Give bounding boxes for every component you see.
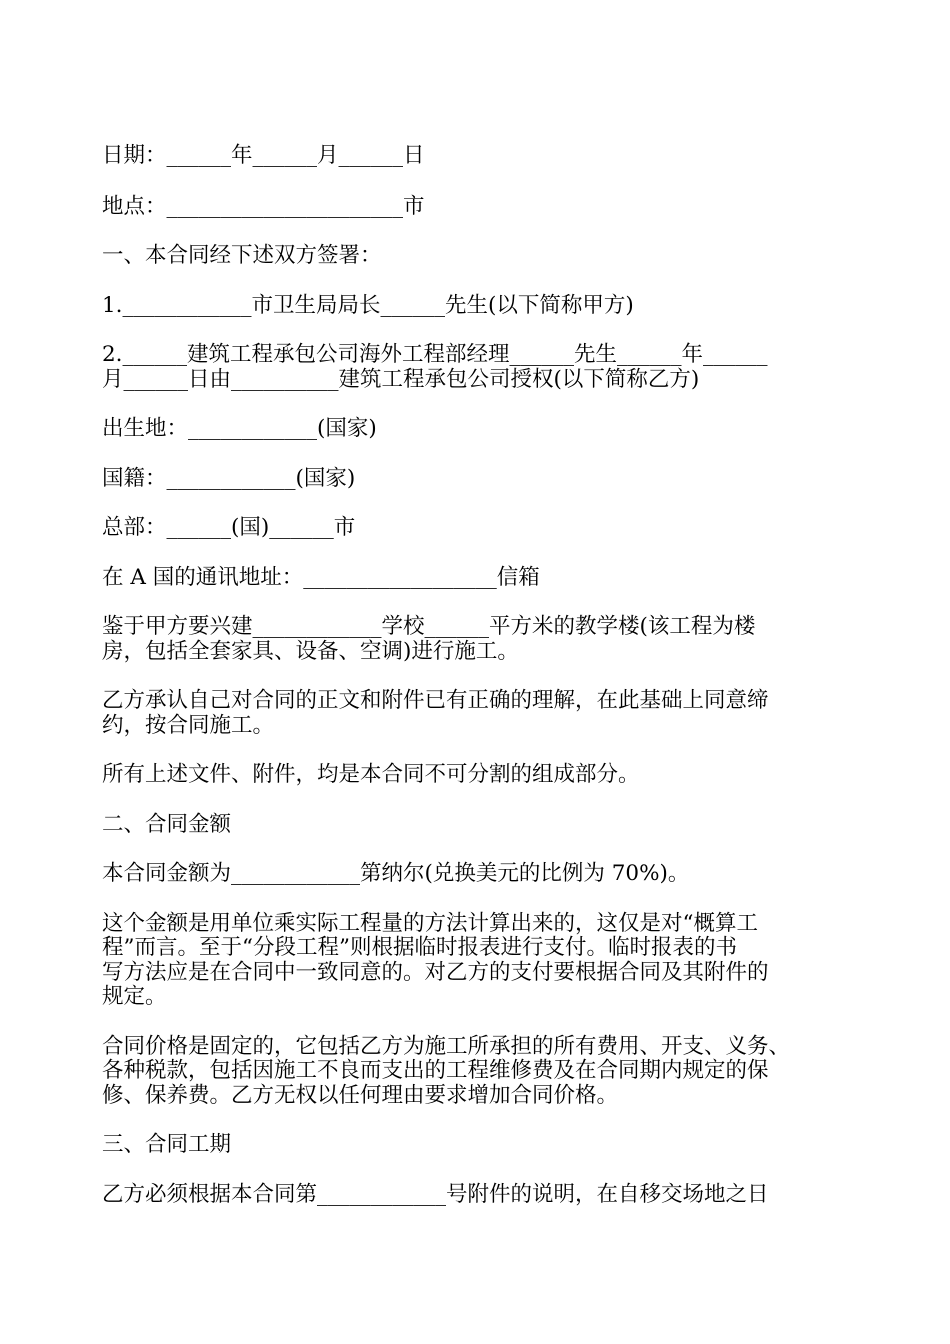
section-1-heading: 一、本合同经下述双方签署： <box>102 243 382 268</box>
contract-page <box>102 144 852 1232</box>
contract-period-paragraph: 乙方必须根据本合同第____________号附件的说明，在自移交场地之日 <box>102 1181 769 1207</box>
fixed-price-paragraph: 合同价格是固定的，它包括乙方为施工所承担的所有费用、开支、义务、 各种税款，包括因施工不良而支出的工程维修费及在合同期内规定的保 修、保养费。乙方无权以任何理由要求增加合同价格。 <box>102 1033 791 1108</box>
party-a-line: 1.____________市卫生局局长______先生(以下简称甲方) <box>102 292 634 318</box>
party-b-paragraph: 2.______建筑工程承包公司海外工程部经理______先生______年______ 月______日由__________建筑工程承包公司授权(以下简称乙方) <box>102 342 768 392</box>
mailing-address-line: 在 A 国的通讯地址：__________________信箱 <box>102 564 540 590</box>
headquarters-line: 总部：______(国)______市 <box>102 515 356 540</box>
acknowledgement-paragraph: 乙方承认自己对合同的正文和附件已有正确的理解，在此基础上同意缔 约，按合同施工。 <box>102 688 769 738</box>
section-3-heading: 三、合同工期 <box>102 1132 232 1157</box>
amount-calculation-paragraph: 这个金额是用单位乘实际工程量的方法计算出来的，这仅是对“概算工 程”而言。至于“分段工程”则根据临时报表进行支付。临时报表的书 写方法应是在合同中一致同意的。对乙方的支付要根据合同及其附件的 规定。 <box>102 910 769 1009</box>
documents-paragraph: 所有上述文件、附件，均是本合同不可分割的组成部分。 <box>102 762 640 787</box>
date-line: 日期：______年______月______日 <box>102 143 425 168</box>
contract-amount-line: 本合同金额为____________第纳尔(兑换美元的比例为 70%)。 <box>102 861 690 886</box>
location-line: 地点：______________________市 <box>102 193 425 219</box>
section-2-heading: 二、合同金额 <box>102 811 232 837</box>
birthplace-line: 出生地：____________(国家) <box>102 416 377 441</box>
nationality-line: 国籍：____________(国家) <box>102 465 356 491</box>
project-paragraph: 鉴于甲方要兴建____________学校______平方米的教学楼(该工程为楼 房，包括全套家具、设备、空调)进行施工。 <box>102 614 756 664</box>
